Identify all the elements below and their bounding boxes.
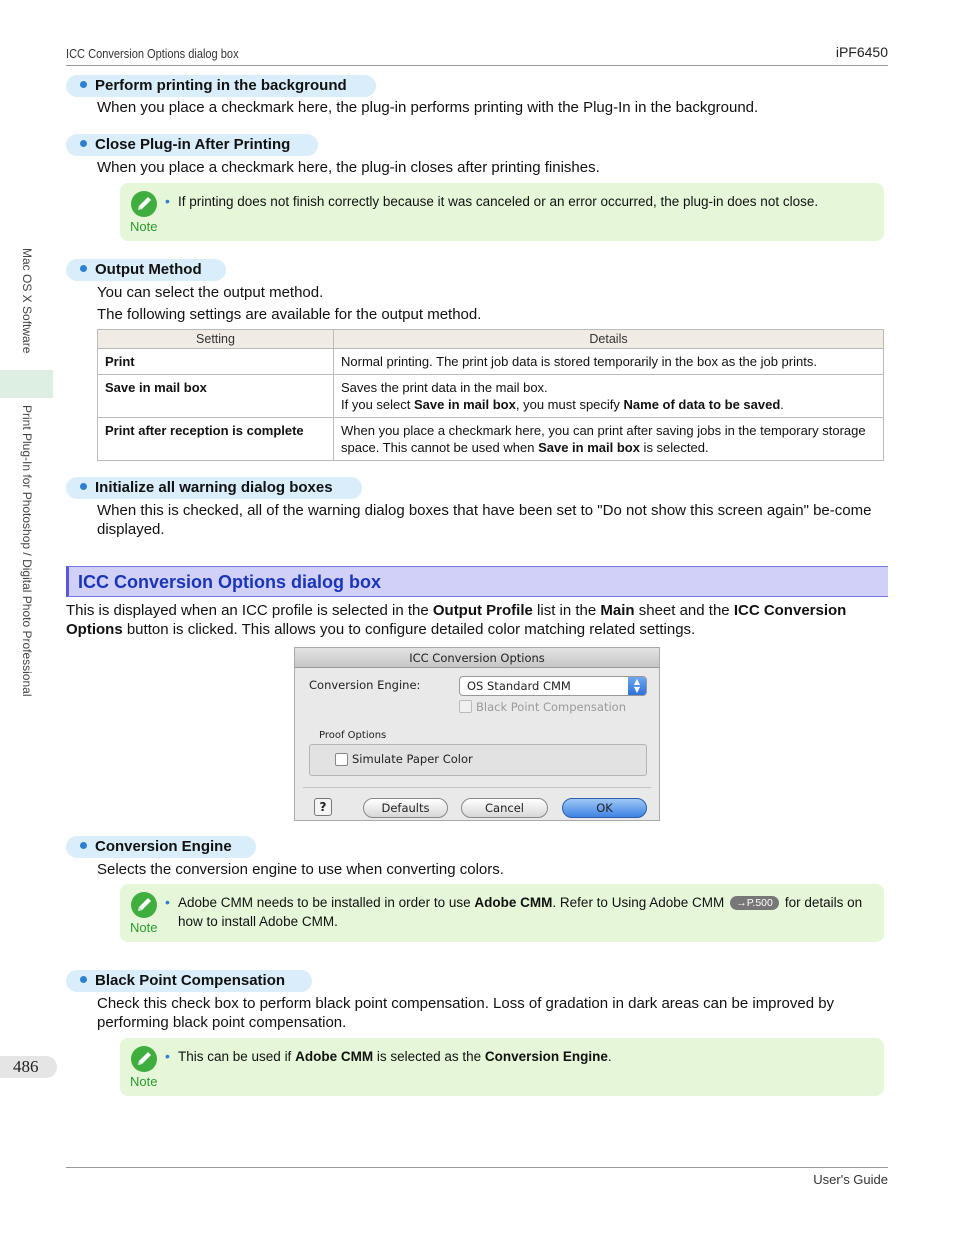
bullet-icon [80, 976, 87, 983]
details-text: When you place a checkmark here, you can print after saving jobs in the temporary storage space. This cannot be used when [341, 423, 866, 455]
details-bold: Save in mail box [538, 440, 640, 455]
note-text: . [607, 1049, 612, 1064]
initialize-description: When this is checked, all of the warning dialog boxes that have been set to "Do not show this screen again" be-come displayed. [97, 502, 872, 538]
note-close [120, 183, 884, 241]
table-row [98, 349, 884, 375]
output-description-1: You can select the output method. [97, 284, 324, 301]
details-text: . [780, 397, 784, 412]
bullet-icon: • [165, 1048, 170, 1064]
details-cell: Normal printing. The print job data is stored temporarily in the box as the job prints. [334, 349, 884, 375]
bullet-icon [80, 265, 87, 272]
note-bold: Conversion Engine [484, 1049, 608, 1064]
header-model: iPF6450 [835, 44, 888, 60]
note-bpc [120, 1038, 884, 1096]
setting-cell: Print [98, 349, 334, 375]
bullet-icon [80, 483, 87, 490]
note-bold: Adobe CMM [295, 1049, 374, 1064]
details-bold: Name of data to be saved [623, 397, 781, 412]
icc-options-dialog [294, 647, 660, 821]
bullet-icon: • [165, 193, 170, 209]
dialog-title: ICC Conversion Options [295, 648, 659, 668]
cancel-button[interactable]: Cancel [461, 798, 548, 818]
bpc-checkbox[interactable] [459, 700, 472, 713]
heading-output-label: Output Method [95, 261, 202, 278]
details-line: Saves the print data in the mail box. [341, 380, 548, 395]
defaults-button[interactable]: Defaults [363, 798, 448, 818]
page-number: 486 [0, 1056, 57, 1078]
output-description-2: The following settings are available for the output method. [97, 306, 482, 323]
heading-background-label: Perform printing in the background [95, 77, 347, 94]
engine-description: Selects the conversion engine to use when converting colors. [97, 861, 504, 878]
dialog-divider [303, 787, 651, 788]
note-text: is selected as the [373, 1049, 485, 1064]
bullet-icon [80, 140, 87, 147]
details-text: is selected. [639, 440, 709, 455]
table-row [98, 375, 884, 418]
engine-select[interactable] [459, 676, 647, 696]
engine-label: Conversion Engine: [309, 678, 421, 692]
heading-background [66, 75, 376, 97]
updown-arrows-icon: ▲ ▼ [628, 677, 646, 695]
ok-button[interactable]: OK [562, 798, 647, 818]
note-close-body: If printing does not finish correctly because it was canceled or an error occurred, the plug-in does not close. [178, 194, 819, 209]
heading-close [66, 134, 318, 156]
details-bold: Save in mail box [413, 397, 516, 412]
bpc-label: Black Point Compensation [476, 700, 626, 714]
simulate-paper-label: Simulate Paper Color [352, 752, 473, 766]
heading-engine-label: Conversion Engine [95, 838, 232, 855]
header-section-title: ICC Conversion Options dialog box [66, 46, 239, 61]
page-header [66, 44, 888, 66]
note-engine [120, 884, 884, 942]
bullet-icon [80, 842, 87, 849]
heading-initialize-label: Initialize all warning dialog boxes [95, 479, 333, 496]
table-row [98, 418, 884, 461]
note-label: Note [130, 920, 158, 935]
note-text: Adobe CMM needs to be installed in order to use [178, 895, 475, 910]
heading-output [66, 259, 226, 281]
background-description: When you place a checkmark here, the plug-in performs printing with the Plug-In in the background. [97, 99, 759, 116]
table-header-setting: Setting [98, 330, 334, 349]
bullet-icon: • [165, 894, 170, 910]
intro-text: sheet and the [634, 602, 734, 619]
heading-bpc [66, 970, 312, 992]
sidebar-chapter [20, 248, 34, 363]
sidebar-tab [0, 370, 53, 398]
heading-close-label: Close Plug-in After Printing [95, 136, 291, 153]
note-bpc-text [165, 1047, 870, 1066]
heading-engine [66, 836, 256, 858]
simulate-paper-checkbox[interactable] [335, 753, 348, 766]
page-footer [66, 1167, 888, 1187]
note-pencil-icon [130, 1045, 158, 1073]
details-text: , you must specify [515, 397, 624, 412]
heading-bpc-label: Black Point Compensation [95, 972, 286, 989]
intro-bold: Main [600, 602, 635, 619]
note-text: . Refer to Using Adobe CMM [552, 895, 725, 910]
note-text: for details on how to install Adobe CMM. [178, 895, 863, 929]
table-header-row [98, 330, 884, 349]
help-button[interactable]: ? [314, 798, 332, 816]
sidebar-section [20, 405, 34, 730]
heading-initialize [66, 477, 362, 499]
details-text: If you select [341, 397, 414, 412]
sidebar-section-label: Print Plug-In for Photoshop / Digital Photo Professional [20, 405, 34, 697]
page-reference-link[interactable]: →P.500 [730, 896, 779, 910]
intro-bold: Output Profile [432, 602, 533, 619]
note-label: Note [130, 219, 158, 234]
sidebar-chapter-label: Mac OS X Software [20, 248, 34, 354]
intro-text: This is displayed when an ICC profile is selected in the [66, 602, 433, 619]
note-close-text [165, 192, 870, 211]
setting-cell: Save in mail box [98, 375, 334, 418]
output-settings-table [97, 329, 884, 461]
note-label: Note [130, 1074, 158, 1089]
section-intro [66, 601, 888, 639]
bpc-description: Check this check box to perform black point compensation. Loss of gradation in dark areas can be improved by performing black point compensation. [97, 995, 835, 1031]
note-pencil-icon [130, 891, 158, 919]
note-bold: Adobe CMM [474, 895, 553, 910]
section-title: ICC Conversion Options dialog box [78, 572, 382, 592]
setting-cell: Print after reception is complete [98, 418, 334, 461]
intro-bold: ICC Conversion Options [66, 602, 847, 638]
note-pencil-icon [130, 190, 158, 218]
details-cell [334, 375, 884, 418]
intro-text: button is clicked. This allows you to configure detailed color matching related settings. [122, 621, 696, 638]
footer-guide-label: User's Guide [813, 1172, 888, 1187]
note-engine-text [165, 893, 870, 931]
details-cell [334, 418, 884, 461]
intro-text: list in the [532, 602, 601, 619]
proof-options-label: Proof Options [319, 730, 387, 741]
bullet-icon [80, 81, 87, 88]
note-text: This can be used if [178, 1049, 296, 1064]
close-description: When you place a checkmark here, the plug-in closes after printing finishes. [97, 159, 600, 176]
table-header-details: Details [334, 330, 884, 349]
section-heading [66, 566, 888, 597]
engine-select-value: OS Standard CMM [467, 679, 571, 693]
